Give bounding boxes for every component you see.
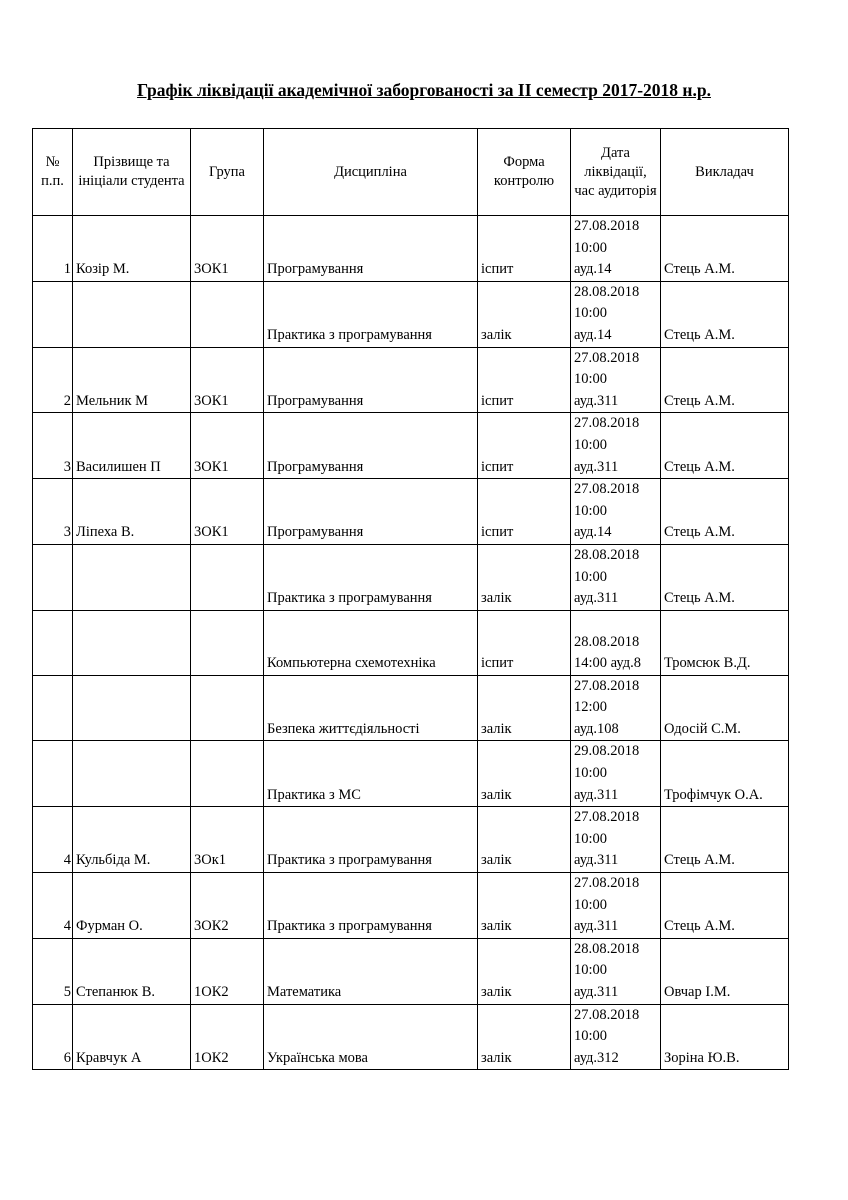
table-row [33,479,789,545]
cell-control-form: залік [478,873,571,939]
cell-group: 3ОК1 [191,479,264,545]
cell-group [191,544,264,610]
table-row [33,413,789,479]
cell-discipline: Програмування [264,413,478,479]
header-group: Група [191,129,264,216]
cell-group: 1ОК2 [191,1004,264,1070]
date-room-text: 28.08.2018 10:00 ауд.311 [574,940,640,1000]
header-student-name: Прізвище та ініціали студента [73,129,191,216]
cell-control-form: залік [478,807,571,873]
cell-number: 4 [33,807,73,873]
table-row [33,347,789,413]
cell-date-room [571,216,661,282]
cell-number: 5 [33,938,73,1004]
cell-date-room [571,479,661,545]
cell-discipline: Безпека життєдіяльності [264,675,478,741]
cell-teacher: Стець А.М. [661,347,789,413]
cell-group: 3ОК1 [191,413,264,479]
cell-teacher: Зоріна Ю.В. [661,1004,789,1070]
cell-discipline: Практика з програмування [264,873,478,939]
cell-number [33,610,73,675]
cell-discipline: Програмування [264,479,478,545]
date-room-text: 27.08.2018 10:00 ауд.311 [574,349,640,409]
cell-control-form: залік [478,675,571,741]
date-room-text: 28.08.2018 14:00 ауд.8 [574,633,641,672]
cell-date-room [571,938,661,1004]
cell-control-form: іспит [478,216,571,282]
cell-number: 3 [33,413,73,479]
cell-date-room [571,1004,661,1070]
cell-teacher: Стець А.М. [661,479,789,545]
cell-control-form: іспит [478,610,571,675]
cell-student-name: Кульбіда М. [73,807,191,873]
header-teacher: Викладач [661,129,789,216]
cell-group: 1ОК2 [191,938,264,1004]
table-body [33,216,789,1070]
cell-date-room [571,675,661,741]
date-room-text: 28.08.2018 10:00 ауд.14 [574,283,640,343]
cell-discipline: Українська мова [264,1004,478,1070]
cell-date-room [571,873,661,939]
date-room-text: 27.08.2018 10:00 ауд.14 [574,481,640,541]
cell-number [33,281,73,347]
cell-discipline: Практика з програмування [264,544,478,610]
cell-student-name [73,281,191,347]
table-row [33,741,789,807]
header-number: № п.п. [33,129,73,216]
cell-number [33,544,73,610]
header-discipline: Дисципліна [264,129,478,216]
date-room-text: 29.08.2018 10:00 ауд.311 [574,743,640,803]
cell-group [191,675,264,741]
cell-number: 4 [33,873,73,939]
date-room-text: 28.08.2018 10:00 ауд.311 [574,546,640,607]
cell-teacher: Стець А.М. [661,216,789,282]
cell-group [191,610,264,675]
table-row [33,938,789,1004]
cell-discipline: Програмування [264,347,478,413]
cell-discipline: Компьютерна схемотехніка [264,610,478,675]
cell-control-form: іспит [478,479,571,545]
cell-date-room [571,347,661,413]
cell-control-form: залік [478,1004,571,1070]
cell-date-room [571,807,661,873]
date-room-text: 27.08.2018 10:00 ауд.311 [574,415,640,475]
cell-discipline: Практика з МС [264,741,478,807]
cell-control-form: іспит [478,413,571,479]
cell-control-form: залік [478,741,571,807]
cell-teacher: Стець А.М. [661,413,789,479]
table-row [33,807,789,873]
cell-student-name: Ліпеха В. [73,479,191,545]
cell-student-name: Мельник М [73,347,191,413]
cell-student-name: Фурман О. [73,873,191,939]
cell-teacher: Одосій С.М. [661,675,789,741]
table-header-row [33,129,789,216]
table-row [33,610,789,675]
cell-discipline: Практика з програмування [264,807,478,873]
date-room-text: 27.08.2018 10:00 ауд.311 [574,875,640,935]
table-row [33,544,789,610]
cell-control-form: залік [478,938,571,1004]
cell-group: 3ОК1 [191,216,264,282]
cell-teacher: Стець А.М. [661,807,789,873]
cell-student-name: Василишен П [73,413,191,479]
cell-group: 3ОК1 [191,347,264,413]
cell-student-name: Степанюк В. [73,938,191,1004]
cell-date-room [571,610,661,675]
table-row [33,1004,789,1070]
cell-group [191,741,264,807]
cell-student-name: Козір М. [73,216,191,282]
cell-number: 2 [33,347,73,413]
cell-control-form: залік [478,544,571,610]
cell-teacher: Трофімчук О.А. [661,741,789,807]
cell-student-name [73,675,191,741]
header-control-form: Форма контролю [478,129,571,216]
date-room-text: 27.08.2018 10:00 ауд.312 [574,1006,640,1066]
cell-discipline: Математика [264,938,478,1004]
cell-number [33,675,73,741]
cell-teacher: Стець А.М. [661,544,789,610]
header-date-room: Дата ліквідації, час аудиторія [571,129,661,216]
cell-group: 3ОК2 [191,873,264,939]
cell-discipline: Практика з програмування [264,281,478,347]
cell-student-name: Кравчук А [73,1004,191,1070]
cell-student-name [73,741,191,807]
cell-date-room [571,413,661,479]
cell-discipline: Програмування [264,216,478,282]
cell-number: 6 [33,1004,73,1070]
cell-teacher: Тромсюк В.Д. [661,610,789,675]
table-row [33,216,789,282]
cell-number [33,741,73,807]
date-room-text: 27.08.2018 10:00 ауд.311 [574,809,640,869]
cell-teacher: Стець А.М. [661,281,789,347]
cell-date-room [571,281,661,347]
cell-student-name [73,544,191,610]
cell-number: 3 [33,479,73,545]
date-room-text: 27.08.2018 12:00 ауд.108 [574,677,640,737]
cell-control-form: іспит [478,347,571,413]
cell-teacher: Стець А.М. [661,873,789,939]
cell-number: 1 [33,216,73,282]
cell-group: 3Ок1 [191,807,264,873]
date-room-text: 27.08.2018 10:00 ауд.14 [574,218,640,278]
cell-control-form: залік [478,281,571,347]
table-row [33,873,789,939]
debt-schedule-table [32,128,789,1070]
cell-teacher: Овчар І.М. [661,938,789,1004]
table-row [33,675,789,741]
document-title: Графік ліквідації академічної заборгованості за ІІ семестр 2017-2018 н.р. [137,80,711,100]
table-row [33,281,789,347]
cell-date-room [571,544,661,610]
cell-student-name [73,610,191,675]
cell-group [191,281,264,347]
cell-date-room [571,741,661,807]
